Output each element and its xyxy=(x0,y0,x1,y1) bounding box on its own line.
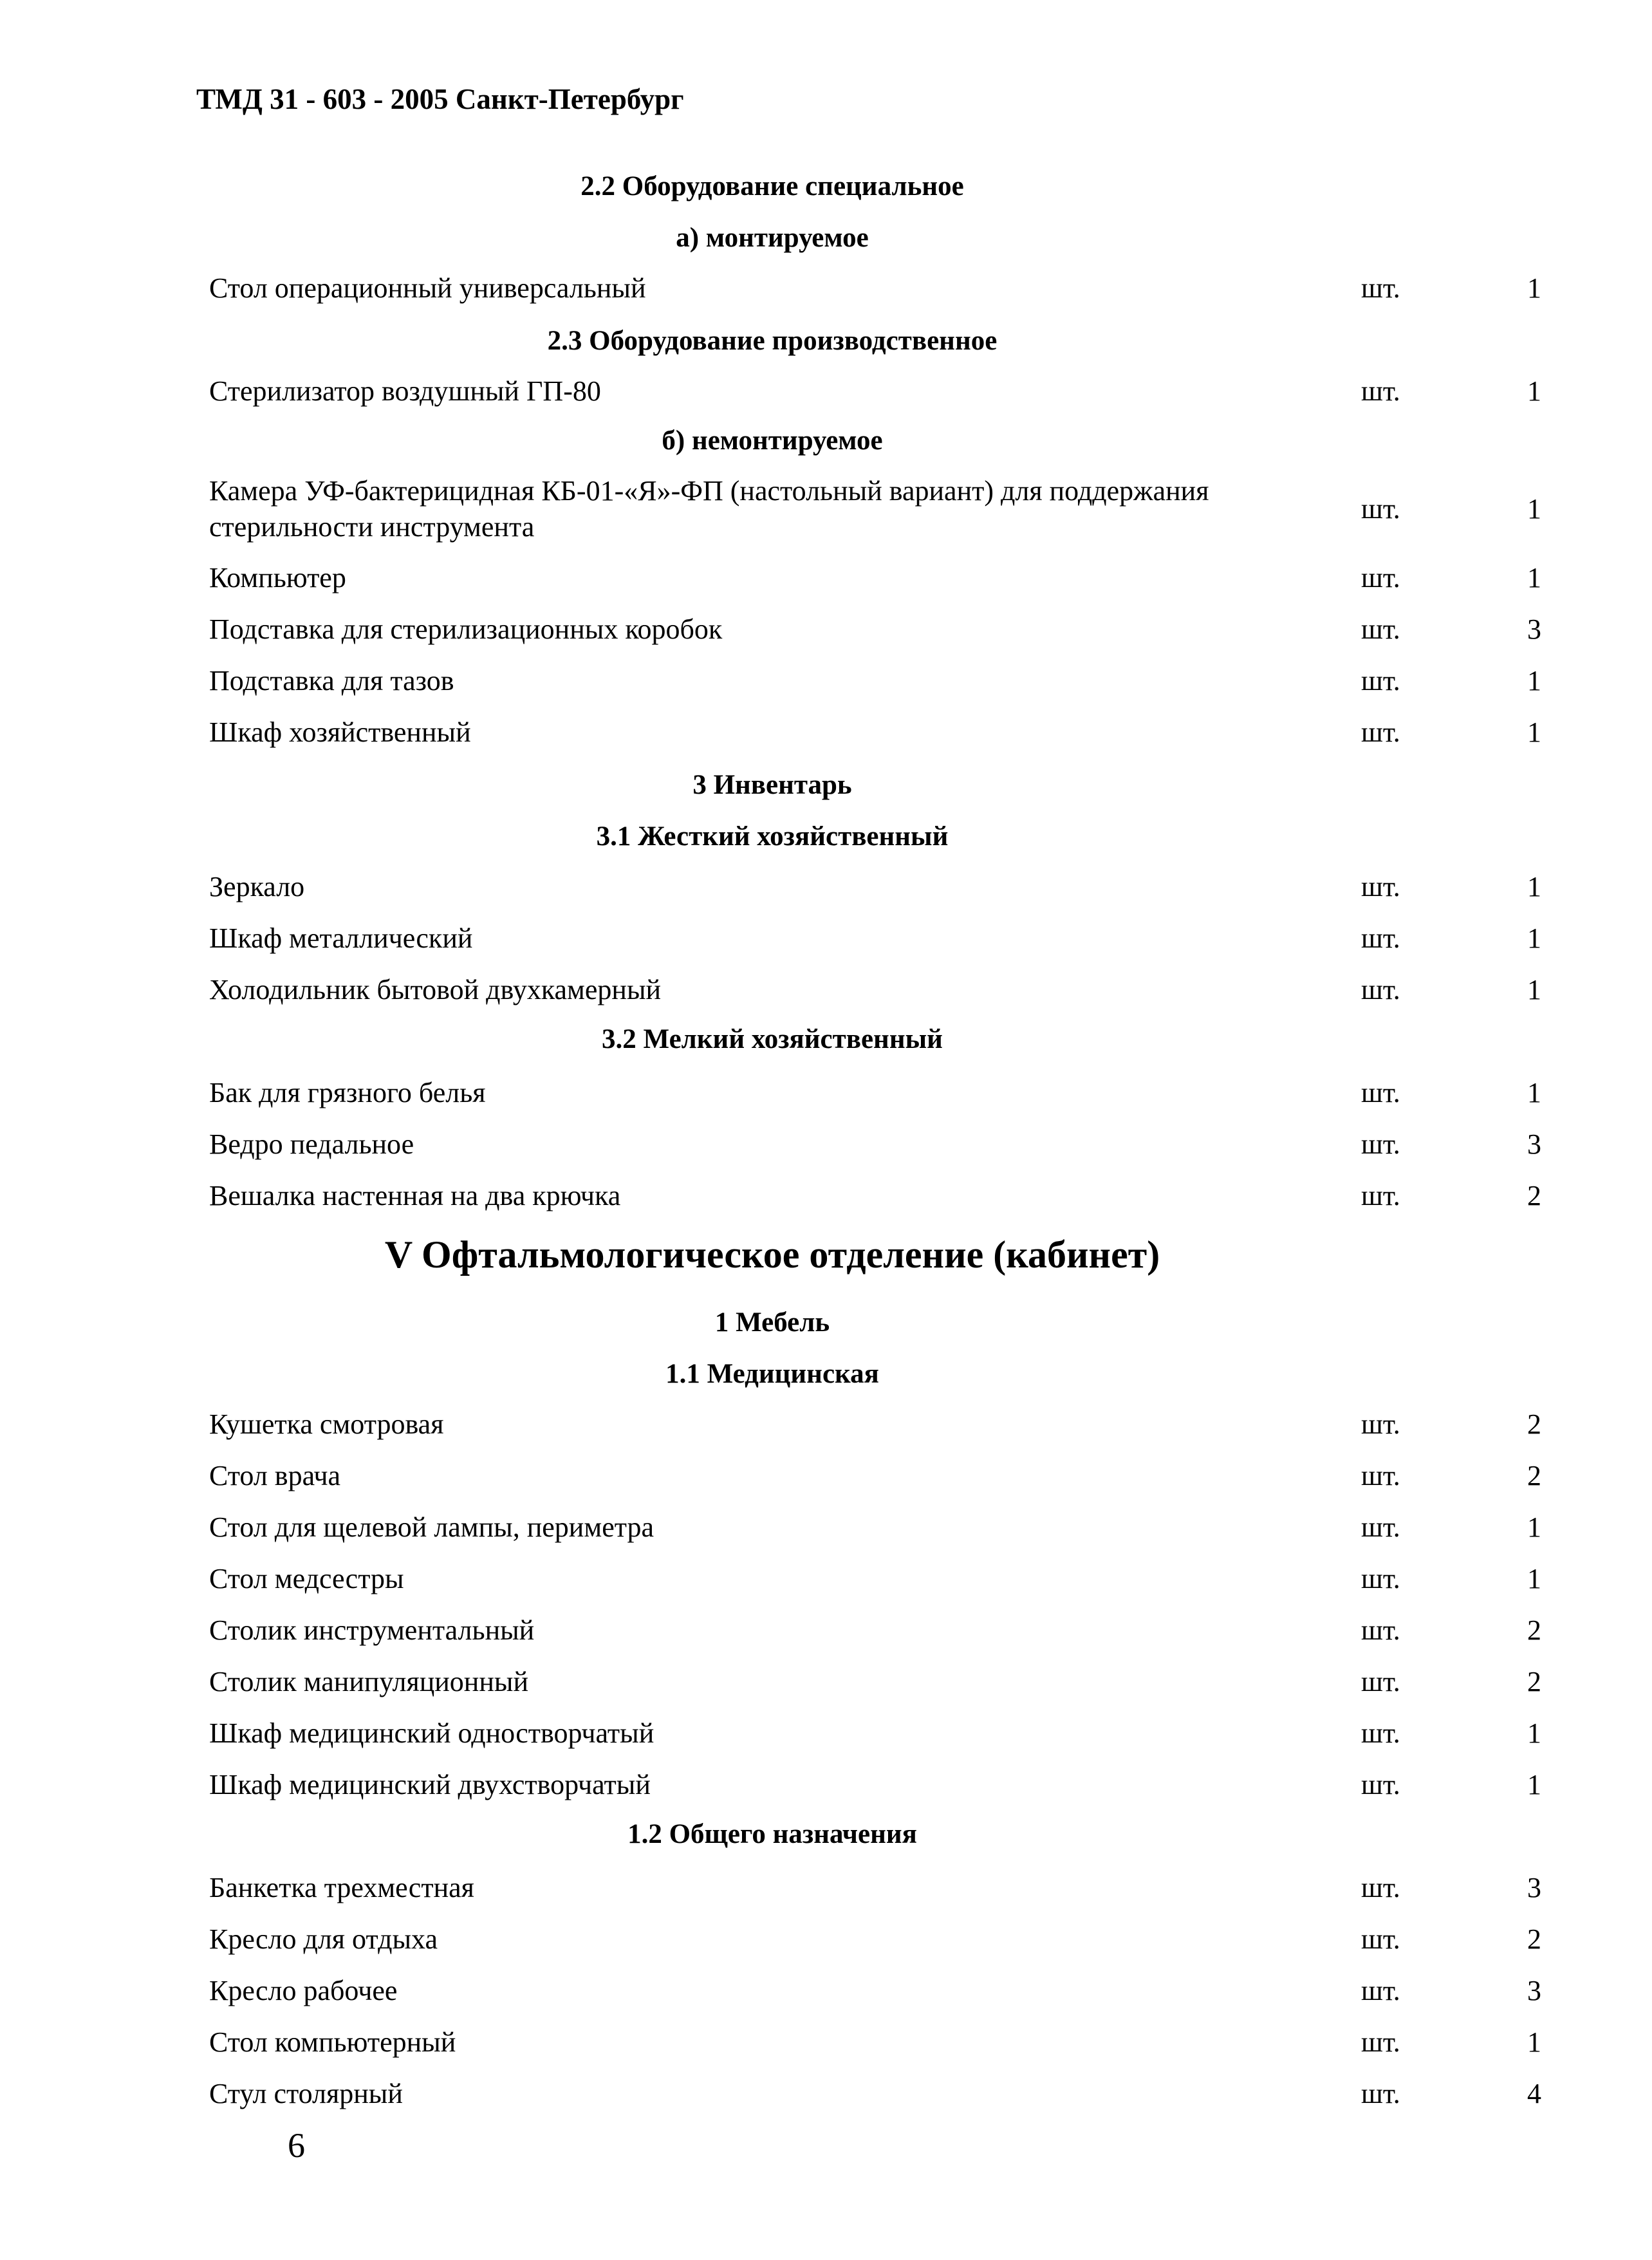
item-unit: шт. xyxy=(1361,1408,1400,1440)
list-item xyxy=(209,1664,1561,1715)
item-quantity: 1 xyxy=(1527,871,1541,902)
item-unit: шт. xyxy=(1361,1975,1400,2006)
item-name: Шкаф хозяйственный xyxy=(209,716,471,748)
item-quantity: 1 xyxy=(1527,1077,1541,1108)
subsection-heading: а) монтируемое xyxy=(676,223,869,253)
item-unit: шт. xyxy=(1361,375,1400,407)
section-title: V Офтальмологическое отделение (кабинет) xyxy=(384,1233,1160,1276)
list-item xyxy=(209,1973,1561,2024)
item-unit: шт. xyxy=(1361,1077,1400,1108)
item-quantity: 4 xyxy=(1527,2078,1541,2109)
item-unit: шт. xyxy=(1361,1614,1400,1646)
item-quantity: 2 xyxy=(1527,1180,1541,1211)
list-item xyxy=(209,1715,1561,1767)
item-quantity: 2 xyxy=(1527,1923,1541,1955)
item-name: Стул столярный xyxy=(209,2078,403,2109)
item-unit: шт. xyxy=(1361,1511,1400,1543)
item-quantity: 2 xyxy=(1527,1666,1541,1697)
item-name: Стол операционный универсальный xyxy=(209,272,646,304)
item-unit: шт. xyxy=(1361,1666,1400,1697)
list-item xyxy=(209,2076,1561,2127)
item-unit: шт. xyxy=(1361,871,1400,902)
item-name: Шкаф медицинский двухстворчатый xyxy=(209,1769,651,1800)
item-unit: шт. xyxy=(1361,1769,1400,1800)
item-unit: шт. xyxy=(1361,2078,1400,2109)
item-unit: шт. xyxy=(1361,974,1400,1005)
item-unit: шт. xyxy=(1361,922,1400,954)
item-unit: шт. xyxy=(1361,1460,1400,1491)
subsection-heading: 3.2 Мелкий хозяйственный xyxy=(602,1024,943,1054)
item-name: Стол компьютерный xyxy=(209,2026,456,2058)
list-item xyxy=(209,869,1561,920)
list-item xyxy=(209,1406,1561,1458)
item-quantity: 3 xyxy=(1527,1872,1541,1903)
list-item xyxy=(209,473,1561,543)
subsection-heading: б) немонтируемое xyxy=(662,425,883,456)
item-name: Холодильник бытовой двухкамерный xyxy=(209,974,662,1005)
list-item xyxy=(209,1561,1561,1612)
item-name: Шкаф металлический xyxy=(209,922,473,954)
list-item xyxy=(209,1458,1561,1509)
item-quantity: 1 xyxy=(1527,665,1541,696)
item-name: Стол медсестры xyxy=(209,1563,404,1594)
item-unit: шт. xyxy=(1361,1923,1400,1955)
item-name: Стерилизатор воздушный ГП-80 xyxy=(209,375,601,407)
item-unit: шт. xyxy=(1361,1717,1400,1749)
item-quantity: 1 xyxy=(1527,562,1541,593)
list-item xyxy=(209,663,1561,714)
item-unit: шт. xyxy=(1361,1128,1400,1160)
item-quantity: 1 xyxy=(1527,1563,1541,1594)
list-item xyxy=(209,612,1561,663)
list-item xyxy=(209,1075,1561,1126)
item-quantity: 1 xyxy=(1527,716,1541,748)
list-item xyxy=(209,1767,1561,1818)
list-item xyxy=(209,972,1561,1023)
item-unit: шт. xyxy=(1361,272,1400,304)
list-item xyxy=(209,270,1561,322)
item-quantity: 2 xyxy=(1527,1614,1541,1646)
item-name: Компьютер xyxy=(209,562,346,593)
item-name: Бак для грязного белья xyxy=(209,1077,486,1108)
item-quantity: 1 xyxy=(1527,1717,1541,1749)
subsection-heading: 1.1 Медицинская xyxy=(665,1359,879,1389)
list-item xyxy=(209,1870,1561,1921)
item-unit: шт. xyxy=(1361,562,1400,593)
document-header: ТМД 31 - 603 - 2005 Санкт-Петербург xyxy=(196,83,684,115)
list-item xyxy=(209,2024,1561,2076)
item-name: Банкетка трехместная xyxy=(209,1872,474,1903)
item-unit: шт. xyxy=(1361,665,1400,696)
item-name: Подставка для стерилизационных коробок xyxy=(209,613,723,645)
item-name: Столик манипуляционный xyxy=(209,1666,528,1697)
item-quantity: 1 xyxy=(1527,922,1541,954)
item-quantity: 3 xyxy=(1527,613,1541,645)
item-name: Вешалка настенная на два крючка xyxy=(209,1180,621,1211)
item-name: Ведро педальное xyxy=(209,1128,414,1160)
list-item xyxy=(209,373,1561,425)
subsection-heading: 1 Мебель xyxy=(714,1307,830,1338)
subsection-heading: 3 Инвентарь xyxy=(692,770,852,800)
item-quantity: 3 xyxy=(1527,1128,1541,1160)
item-quantity: 3 xyxy=(1527,1975,1541,2006)
list-item xyxy=(209,1126,1561,1178)
item-name: Подставка для тазов xyxy=(209,665,454,696)
subsection-heading: 3.1 Жесткий хозяйственный xyxy=(596,821,949,852)
item-unit: шт. xyxy=(1361,2026,1400,2058)
page-number: 6 xyxy=(288,2126,305,2165)
item-unit: шт. xyxy=(1361,1563,1400,1594)
item-name: Столик инструментальный xyxy=(209,1614,535,1646)
item-name: Кресло рабочее xyxy=(209,1975,398,2006)
item-unit: шт. xyxy=(1361,493,1400,525)
item-quantity: 1 xyxy=(1527,375,1541,407)
item-quantity: 1 xyxy=(1527,272,1541,304)
item-unit: шт. xyxy=(1361,1180,1400,1211)
list-item xyxy=(209,1509,1561,1561)
item-name: Кресло для отдыха xyxy=(209,1923,438,1955)
item-name: Стол для щелевой лампы, периметра xyxy=(209,1511,654,1543)
item-name: Камера УФ-бактерицидная КБ-01-«Я»-ФП (настольный вариант) для поддержания стерильности инструмента xyxy=(209,475,1209,543)
item-quantity: 1 xyxy=(1527,1511,1541,1543)
item-quantity: 1 xyxy=(1527,493,1541,525)
item-name: Стол врача xyxy=(209,1460,340,1491)
list-item xyxy=(209,1612,1561,1664)
list-item xyxy=(209,714,1561,766)
item-quantity: 1 xyxy=(1527,2026,1541,2058)
item-quantity: 2 xyxy=(1527,1460,1541,1491)
item-unit: шт. xyxy=(1361,1872,1400,1903)
list-item xyxy=(209,1178,1561,1229)
item-quantity: 1 xyxy=(1527,974,1541,1005)
list-item xyxy=(209,560,1561,612)
item-name: Зеркало xyxy=(209,871,305,902)
item-name: Кушетка смотровая xyxy=(209,1408,444,1440)
subsection-heading: 2.3 Оборудование производственное xyxy=(547,326,998,356)
item-quantity: 1 xyxy=(1527,1769,1541,1800)
subsection-heading: 2.2 Оборудование специальное xyxy=(580,171,964,201)
item-quantity: 2 xyxy=(1527,1408,1541,1440)
item-unit: шт. xyxy=(1361,613,1400,645)
list-item xyxy=(209,1921,1561,1973)
list-item xyxy=(209,920,1561,972)
item-unit: шт. xyxy=(1361,716,1400,748)
subsection-heading: 1.2 Общего назначения xyxy=(627,1819,917,1849)
item-name: Шкаф медицинский одностворчатый xyxy=(209,1717,654,1749)
